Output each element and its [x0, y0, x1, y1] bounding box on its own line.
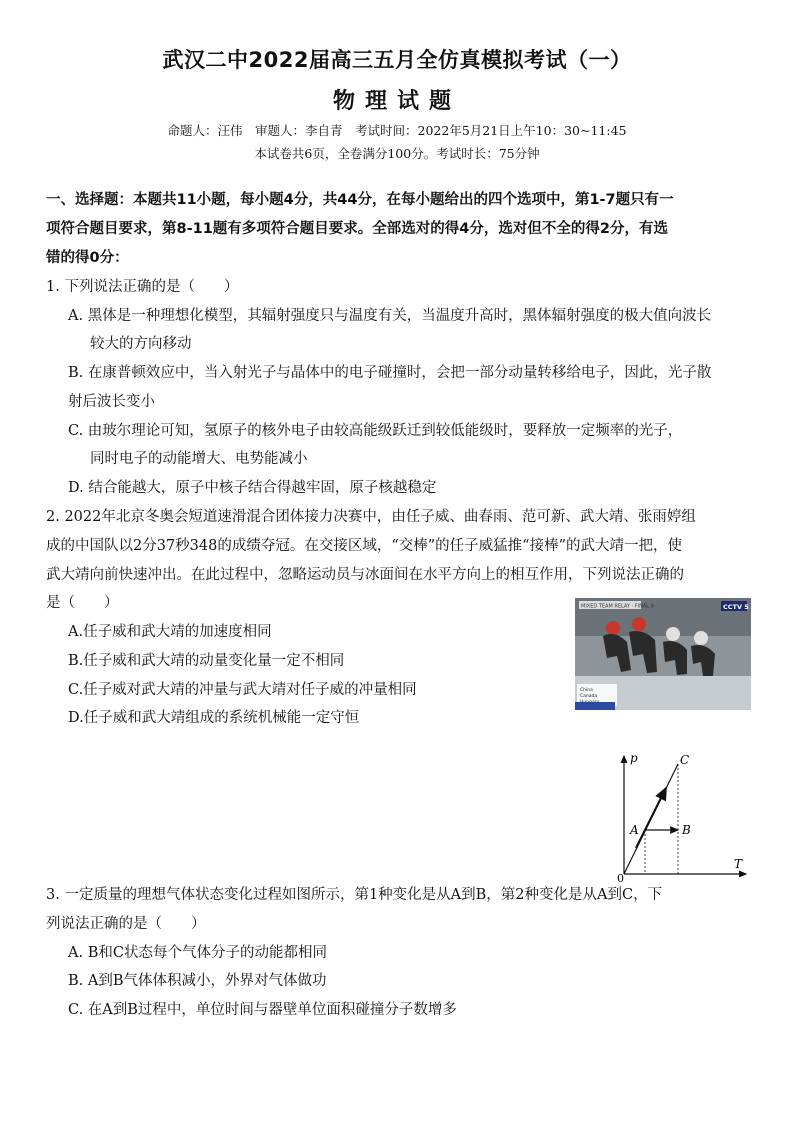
q1-stem: 1. 下列说法正确的是（ ）: [46, 279, 239, 295]
label-p: p: [630, 751, 638, 765]
photo-row-1: China: [580, 688, 593, 693]
arrow-a-to-c: [636, 788, 666, 848]
exam-subject: 物理试题: [332, 89, 461, 114]
q2-option-a: A.任子威和武大靖的加速度相同: [68, 624, 272, 640]
exam-title: 武汉二中2022届高三五月全仿真模拟考试（一）: [162, 48, 632, 72]
q2-option-d: D.任子威和武大靖组成的系统机械能一定守恒: [68, 710, 360, 726]
label-origin: 0: [617, 872, 624, 884]
label-b: B: [682, 823, 691, 837]
label-t: T: [734, 857, 743, 871]
q1-option-d: D. 结合能越大，原子中核子结合得越牢固，原子核越稳定: [68, 480, 437, 496]
q1-option-c-line2: 同时电子的动能增大、电势能减小: [90, 451, 308, 467]
q3-pt-graph: [608, 748, 754, 884]
q1-option-b-line1: B. 在康普顿效应中，当入射光子与晶体中的电子碰撞时，会把一部分动量转移给电子，因此，光子散: [68, 365, 712, 381]
photo-banner-text: MIXED TEAM RELAY · FINAL A: [581, 603, 655, 610]
q1-option-a-line2: 较大的方向移动: [90, 336, 192, 352]
photo-logo-text: CCTV 5: [723, 603, 749, 611]
exam-meta-info: 本试卷共6页，全卷满分100分。考试时长：75分钟: [254, 146, 540, 161]
q1-option-c-line1: C. 由玻尔理论可知，氢原子的核外电子由较高能级跃迁到较低能级时，要释放一定频率的光子，: [68, 423, 683, 439]
q3-option-a: A. B和C状态每个气体分子的动能都相同: [68, 945, 327, 961]
q2-skating-photo: [575, 598, 751, 710]
q3-stem-line2: 列说法正确的是（ ）: [46, 916, 206, 932]
section-heading-line1: 一、选择题：本题共11小题，每小题4分，共44分，在每小题给出的四个选项中，第1-7题只有一: [46, 192, 674, 208]
label-c: C: [680, 753, 690, 767]
exam-meta-authors: 命题人：汪伟 审题人：李自青 考试时间：2022年5月21日上午10：30~11:45: [167, 123, 627, 138]
q1-option-a-line1: A. 黑体是一种理想化模型，其辐射强度只与温度有关，当温度升高时，黑体辐射强度的极大值向波长: [68, 308, 712, 324]
q2-stem-line1: 2. 2022年北京冬奥会短道速滑混合团体接力决赛中，由任子威、曲春雨、范可新、武大靖、张雨婷组: [46, 509, 696, 525]
q2-option-b: B.任子威和武大靖的动量变化量一定不相同: [68, 653, 345, 669]
photo-row-2: Canada: [580, 694, 598, 699]
q3-option-c: C. 在A到B过程中，单位时间与器壁单位面积碰撞分子数增多: [68, 1002, 457, 1018]
q2-stem-line3: 武大靖向前快速冲出。在此过程中，忽略运动员与冰面间在水平方向上的相互作用，下列说法正确的: [46, 567, 684, 583]
q2-option-c: C.任子威对武大靖的冲量与武大靖对任子威的冲量相同: [68, 682, 417, 698]
q2-stem-line2: 成的中国队以2分37秒348的成绩夺冠。在交接区域，“交棒”的任子威猛推“接棒”的武大靖一把，使: [46, 538, 682, 554]
section-heading-line3: 错的得0分：: [46, 250, 129, 266]
q1-option-b-line2: 射后波长变小: [68, 394, 155, 410]
q3-stem-line1: 3. 一定质量的理想气体状态变化过程如图所示，第1种变化是从A到B，第2种变化是从A到C，下: [46, 887, 663, 903]
label-a: A: [630, 823, 639, 837]
q3-option-b: B. A到B气体体积减小，外界对气体做功: [68, 973, 327, 989]
section-heading-line2: 项符合题目要求，第8-11题有多项符合题目要求。全部选对的得4分，选对但不全的得2分，有选: [46, 221, 668, 237]
q2-stem-line4: 是（ ）: [46, 595, 119, 611]
